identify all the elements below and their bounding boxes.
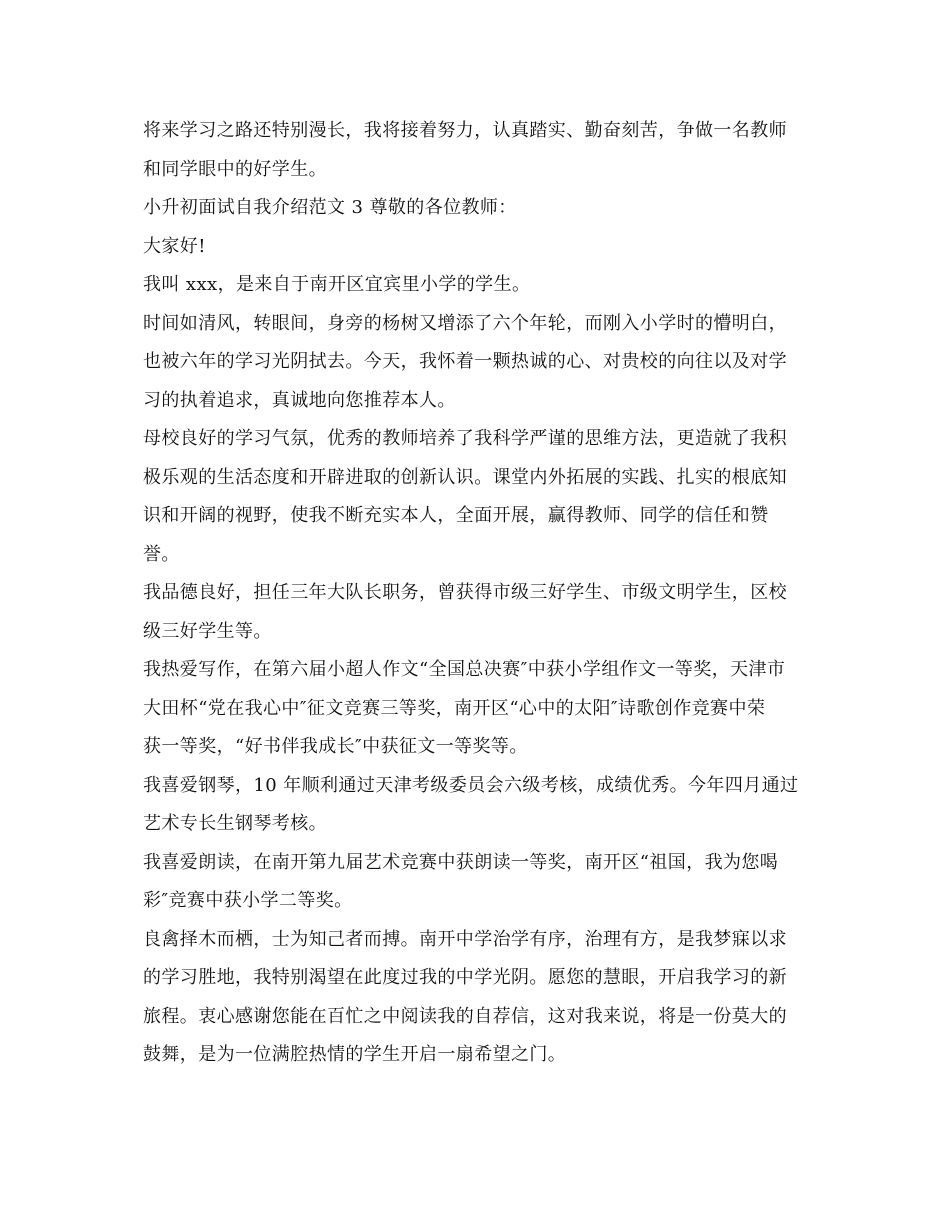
- text-line: 级三好学生等。: [143, 620, 272, 642]
- document-body: [143, 112, 823, 1075]
- section-heading-line: 小升初面试自我介绍范文 3 尊敬的各位教师：: [143, 197, 517, 218]
- text-line: 和同学眼中的好学生。: [143, 158, 327, 180]
- text-line: 旅程。衷心感谢您能在百忙之中阅读我的自荐信，这对我来说，将是一份莫大的: [143, 1005, 787, 1027]
- text-line: 获一等奖，“好书伴我成长″中获征文一等奖等。: [143, 736, 528, 757]
- text-line: 鼓舞，是为一位满腔热情的学生开启一扇希望之门。: [143, 1044, 567, 1065]
- text-line: 识和开阔的视野，使我不断充实本人，全面开展，赢得教师、同学的信任和赞: [143, 505, 769, 526]
- text-line: 也被六年的学习光阴拭去。今天，我怀着一颗热诚的心、对贵校的向往以及对学: [143, 351, 787, 372]
- greeting-line: 大家好!: [143, 235, 206, 257]
- text-line: 母校良好的学习气氛，优秀的教师培养了我科学严谨的思维方法，更造就了我积: [143, 428, 787, 449]
- text-line: 我品德良好，担任三年大队长职务，曾获得市级三好学生、市级文明学生，区校: [143, 582, 787, 603]
- text-line: 我叫 xxx，是来自于南开区宜宾里小学的学生。: [143, 274, 531, 295]
- text-line: 大田杯“党在我心中″征文竞赛三等奖，南开区“心中的太阳″诗歌创作竞赛中荣: [143, 697, 766, 719]
- text-line: 我喜爱钢琴，10 年顺利通过天津考级委员会六级考核，成绩优秀。今年四月通过: [143, 774, 799, 796]
- text-line: 的学习胜地，我特别渴望在此度过我的中学光阴。愿您的慧眼，开启我学习的新: [143, 967, 787, 988]
- text-line: 将来学习之路还特别漫长，我将接着努力，认真踏实、勤奋刻苦，争做一名教师: [143, 120, 787, 141]
- text-line: 习的执着追求，真诚地向您推荐本人。: [143, 389, 456, 411]
- text-line: 我热爱写作，在第六届小超人作文“全国总决赛″中获小学组作文一等奖，天津市: [143, 659, 786, 680]
- text-line: 艺术专长生钢琴考核。: [143, 813, 327, 834]
- text-line: 我喜爱朗读，在南开第九届艺术竞赛中获朗读一等奖，南开区“祖国，我为您喝: [143, 851, 779, 873]
- text-line: 誉。: [143, 543, 180, 565]
- text-line: 彩″竞赛中获小学二等奖。: [143, 890, 353, 911]
- text-line: 极乐观的生活态度和开辟进取的创新认识。课堂内外拓展的实践、扎实的根底知: [143, 466, 787, 488]
- text-line: 良禽择木而栖，士为知己者而搏。南开中学治学有序，治理有方，是我梦寐以求: [143, 928, 787, 950]
- text-line: 时间如清风，转眼间，身旁的杨树又增添了六个年轮，而刚入小学时的懵明白，: [143, 312, 787, 334]
